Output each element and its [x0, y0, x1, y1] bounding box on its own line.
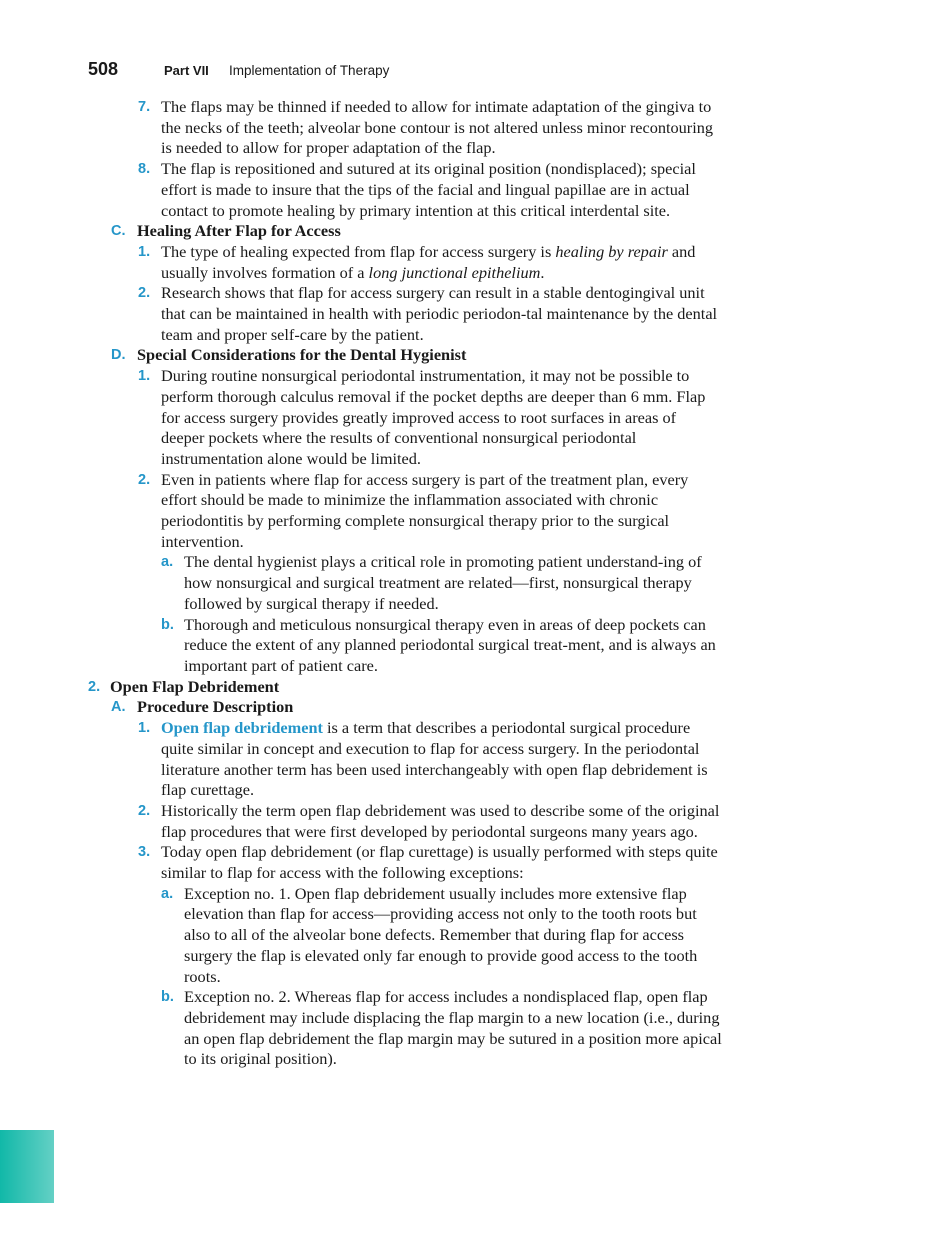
- list-subitem: [0, 987, 950, 1070]
- chapter-color-tab: [0, 1130, 54, 1203]
- list-text: [161, 242, 721, 283]
- list-item: [0, 842, 950, 883]
- list-text: The flap is repositioned and sutured at its original position (nondisplaced); special effort is made to insure that the tips of the facial and lingual papillae are in actual contact to promote healing by primary intention at this critical interdental site.: [161, 159, 696, 220]
- list-subitem: [0, 615, 950, 677]
- section-heading-c: [0, 221, 950, 242]
- list-item: [0, 159, 950, 221]
- list-marker: 2.: [138, 285, 151, 302]
- list-marker: 3.: [138, 844, 151, 861]
- text-run: .: [540, 262, 545, 282]
- list-marker: 1.: [138, 368, 151, 385]
- list-text: Even in patients where flap for access surgery is part of the treatment plan, every effort should be made to minimize the inflammation associated with chronic periodontitis by performing complete nonsurgical therapy prior to the surgical intervention.: [161, 469, 689, 551]
- list-marker: 8.: [138, 161, 151, 178]
- text-run: The type of healing expected from flap for access surgery is: [161, 241, 556, 261]
- section-heading-d: [0, 345, 950, 366]
- list-item: [0, 242, 950, 283]
- list-text: The dental hygienist plays a critical role in promoting patient understand-ing of how nonsurgical and surgical treatment are related—first, nonsurgical therapy followed by surgical therapy if needed.: [184, 552, 702, 613]
- part-label: Part VII: [164, 63, 209, 78]
- page-content: [0, 97, 950, 1070]
- list-text: Thorough and meticulous nonsurgical therapy even in areas of deep pockets can reduce the extent of any planned periodontal surgical treat-ment, and is always an important part of patient care.: [184, 614, 716, 675]
- section-heading-procedure: [0, 697, 950, 718]
- section-title: Healing After Flap for Access: [137, 221, 341, 241]
- section-heading-open-flap: [0, 677, 950, 698]
- list-marker: 1.: [138, 720, 151, 737]
- list-text: [161, 718, 721, 801]
- list-marker: 7.: [138, 99, 151, 115]
- list-item: [0, 470, 950, 553]
- key-term: Open flap debridement: [161, 718, 323, 738]
- text-run: is a term that describes a periodontal surgical procedure quite similar in concept and execution to flap for access surgery. In the periodontal literature another term has been used interchangeably with open flap debridement is flap curettage.: [161, 718, 708, 800]
- section-title: Special Considerations for the Dental Hygienist: [137, 345, 467, 365]
- list-item: [0, 366, 950, 470]
- list-subitem: [0, 552, 950, 614]
- section-marker: D.: [111, 347, 126, 364]
- section-title: Open Flap Debridement: [110, 676, 280, 696]
- list-marker: b.: [161, 989, 174, 1006]
- list-text: During routine nonsurgical periodontal instrumentation, it may not be possible to perform thorough calculus removal if the pocket depths are deeper than 6 mm. Flap for access surgery provides greatly improved access to root surfaces in areas of deeper pockets where the results of conventional nonsurgical periodontal instrumentation alone would be limited.: [161, 366, 706, 468]
- list-text: Exception no. 2. Whereas flap for access includes a nondisplaced flap, open flap debridement may include displacing the flap margin to a new location (i.e., during an open flap debridement the flap margin may be sutured in a position more apical to its original position).: [184, 987, 722, 1069]
- page-number: 508: [88, 59, 119, 79]
- list-marker: b.: [161, 616, 174, 633]
- list-item: [0, 718, 950, 801]
- list-subitem: [0, 884, 950, 988]
- list-marker: 2.: [138, 471, 151, 488]
- list-item: [0, 283, 950, 345]
- list-marker: 2.: [138, 802, 151, 819]
- list-marker: 1.: [138, 243, 151, 260]
- section-title: Procedure Description: [137, 697, 294, 717]
- list-text: Historically the term open flap debridement was used to describe some of the original flap procedures that were first developed by periodontal surgeons many years ago.: [161, 800, 720, 841]
- list-item: [0, 801, 950, 842]
- section-marker: C.: [111, 223, 126, 240]
- list-item: [0, 97, 950, 159]
- list-text: The flaps may be thinned if needed to allow for intimate adaptation of the gingiva to the necks of the teeth; alveolar bone contour is not altered unless minor recontouring is needed to allow for proper adaptation of the flap.: [161, 97, 714, 158]
- list-text: Today open flap debridement (or flap curettage) is usually performed with steps quite similar to flap for access with the following exceptions:: [161, 842, 718, 883]
- list-marker: a.: [161, 554, 174, 571]
- emphasis-healing-by-repair: healing by repair: [555, 241, 668, 261]
- list-marker: a.: [161, 885, 174, 902]
- text-run: and usually involves formation of a: [161, 241, 696, 282]
- list-text: Exception no. 1. Open flap debridement usually includes more extensive flap elevation than flap for access—providing access not only to the tooth roots but also to all of the alveolar bone defects. Remember that during flap for access surgery the flap is elevated only far enough to provide good access to the tooth roots.: [184, 883, 698, 986]
- list-text: Research shows that flap for access surgery can result in a stable dentogingival unit that can be maintained in health with periodic periodon-tal maintenance by the dental team and proper self-care by the patient.: [161, 283, 718, 344]
- section-marker: A.: [111, 699, 126, 716]
- part-title: Implementation of Therapy: [229, 63, 390, 78]
- emphasis-long-junctional-epithelium: long junctional epithelium: [368, 262, 541, 282]
- section-marker: 2.: [88, 678, 101, 695]
